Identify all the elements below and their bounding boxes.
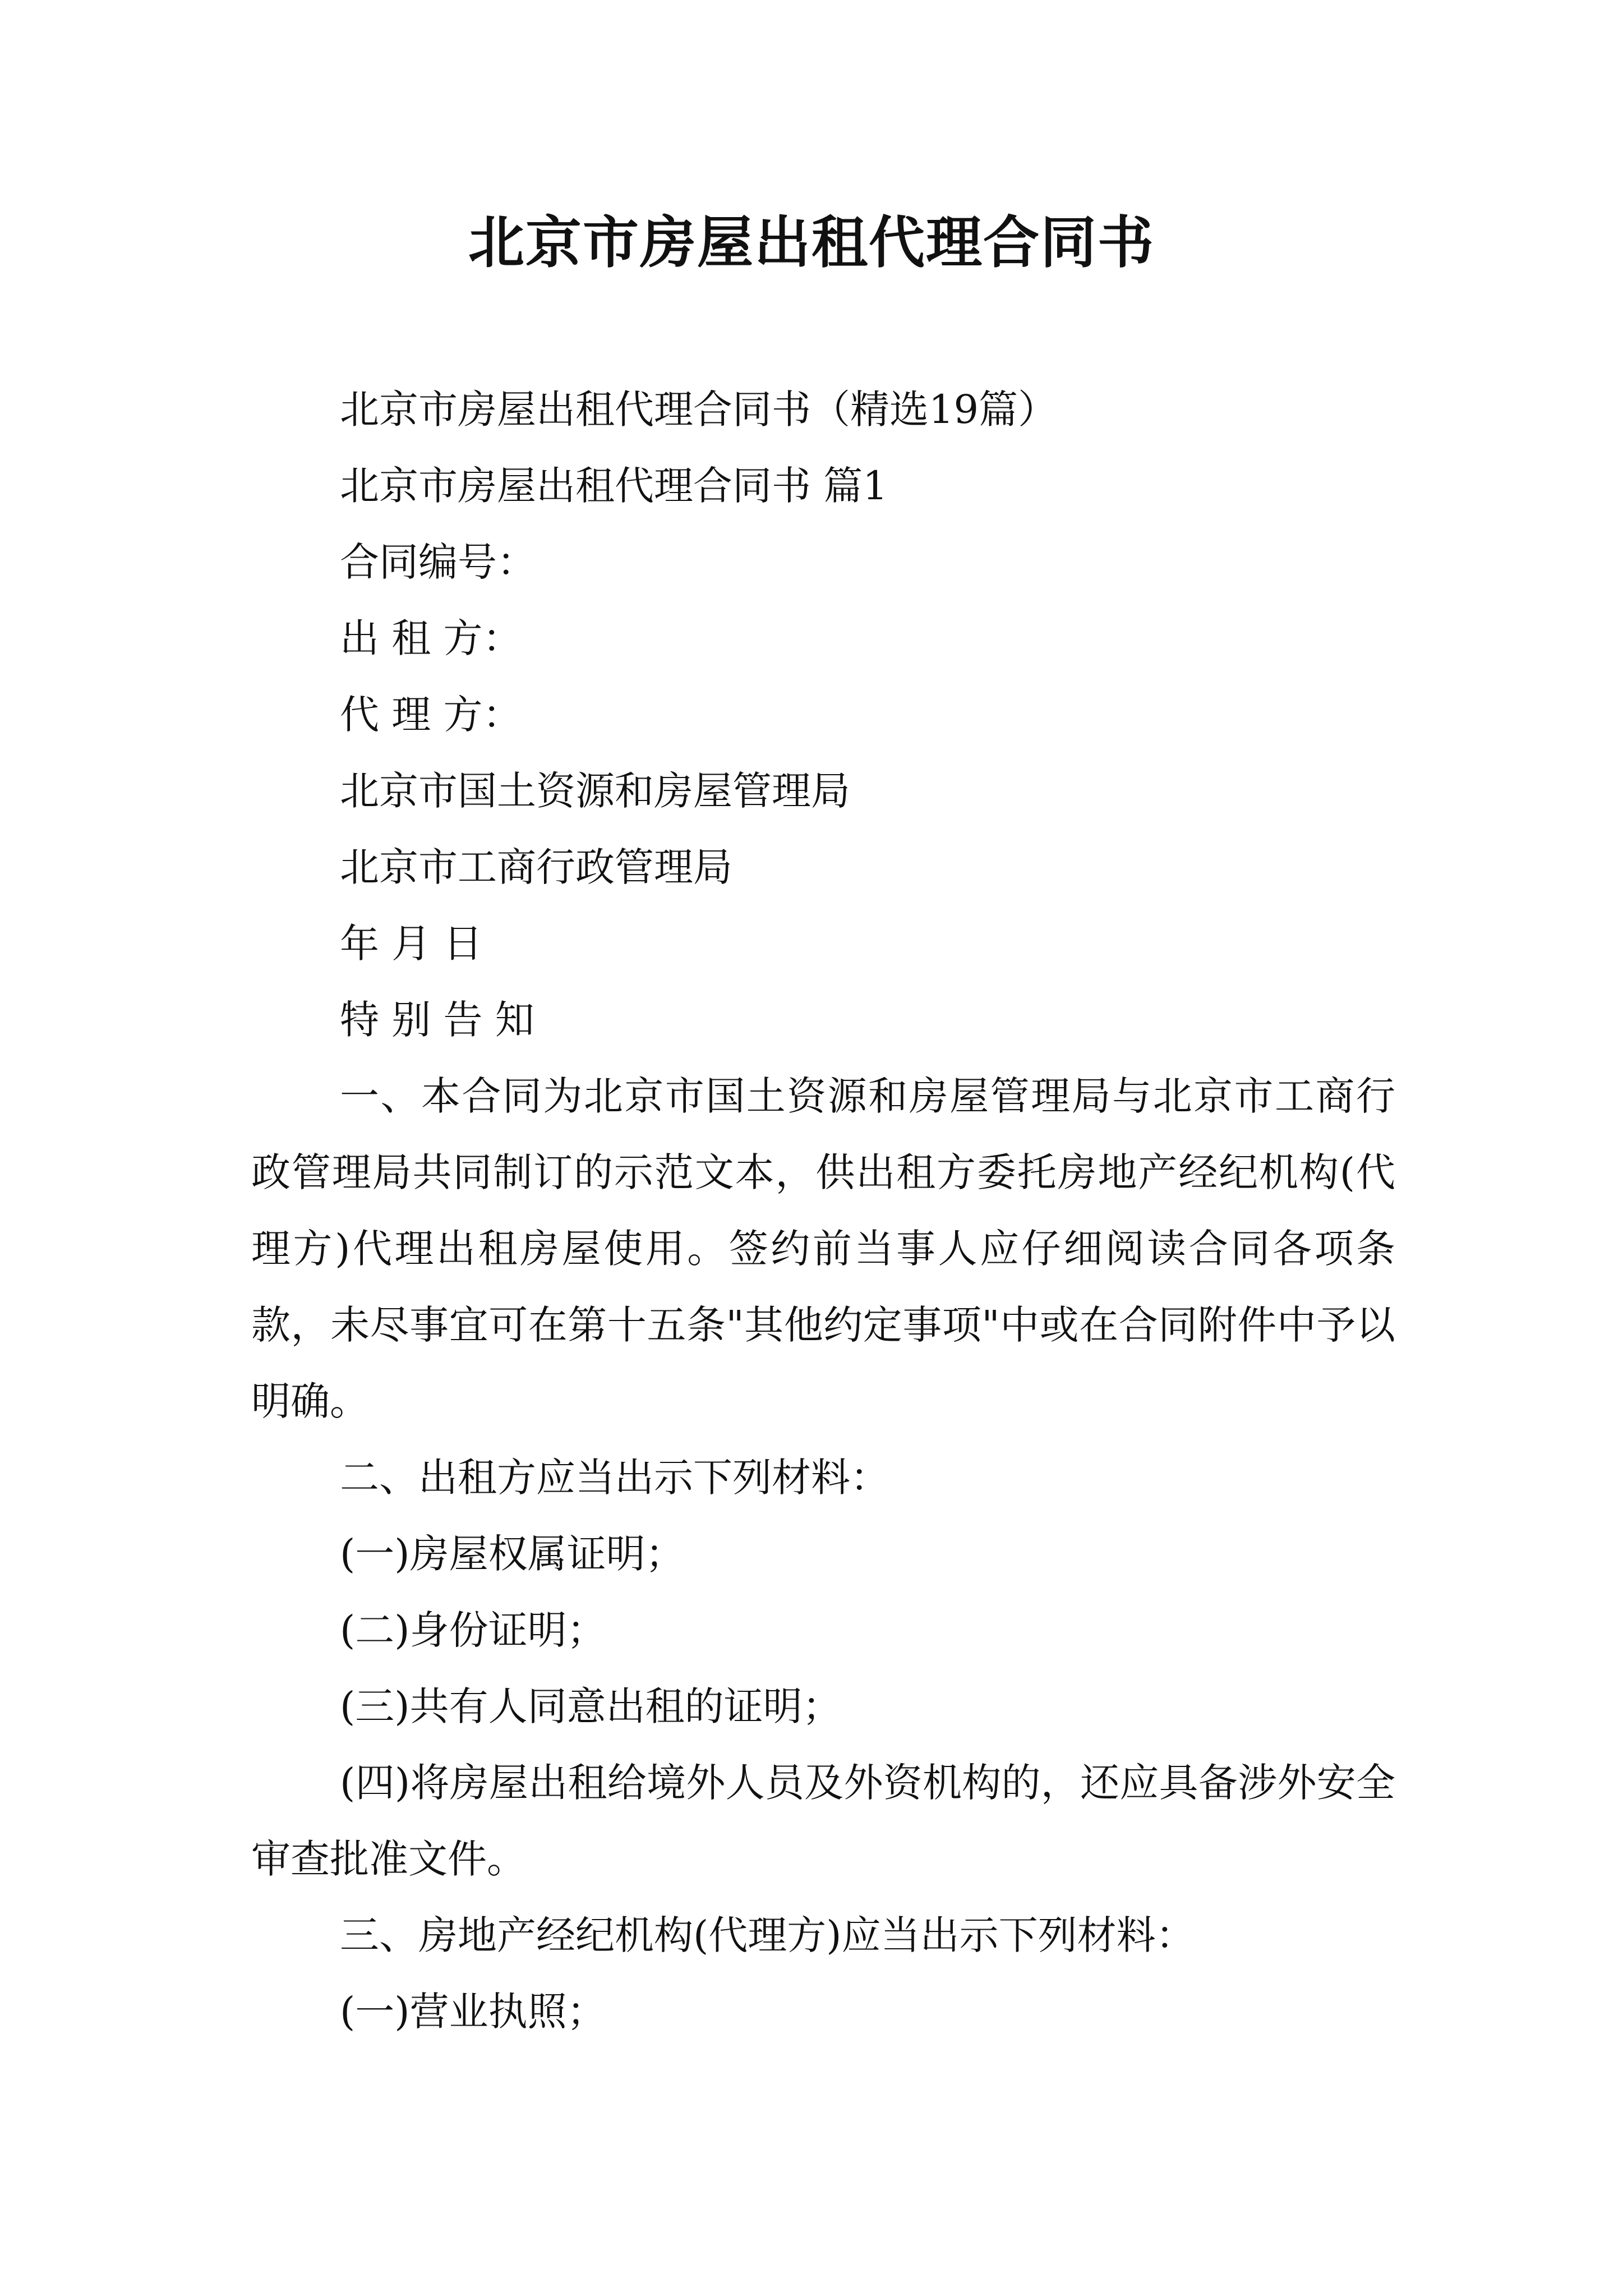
section-heading: 北京市房屋出租代理合同书 篇1: [340, 463, 888, 509]
issuer-land-bureau: 北京市国土资源和房屋管理局: [340, 768, 850, 814]
date-line: 年 月 日: [340, 921, 483, 967]
lessor-label: 出 租 方：: [340, 615, 522, 661]
list-item: (一)营业执照；: [340, 1989, 606, 2035]
agent-label: 代 理 方：: [340, 692, 522, 738]
list-item: (三)共有人同意出租的证明；: [340, 1683, 842, 1729]
list-item: (一)房屋权属证明；: [340, 1531, 685, 1577]
subtitle-line: 北京市房屋出租代理合同书（精选19篇）: [340, 386, 1058, 432]
notice-paragraph-2: 二、出租方应当出示下列材料：: [340, 1455, 889, 1501]
document-title: 北京市房屋出租代理合同书: [468, 209, 1155, 275]
list-item: (二)身份证明；: [340, 1607, 606, 1653]
document-body: [251, 371, 1395, 2050]
contract-number-label: 合同编号：: [340, 539, 536, 585]
list-item: (四)将房屋出租给境外人员及外资机构的，还应具备涉外安全审查批准文件。: [251, 1760, 1395, 1882]
notice-paragraph-3: 三、房地产经纪机构(代理方)应当出示下列材料：: [340, 1912, 1195, 1958]
issuer-commerce-bureau: 北京市工商行政管理局: [340, 844, 732, 890]
special-notice-heading: 特 别 告 知: [340, 997, 534, 1043]
notice-paragraph-1: 一、本合同为北京市国土资源和房屋管理局与北京市工商行政管理局共同制订的示范文本，供出租方委托房地产经纪机构(代理方)代理出租房屋使用。签约前当事人应仔细阅读合同各项条款，未尽事宜可在第十五条"其他约定事项"中或在合同附件中予以明确。: [251, 1073, 1395, 1424]
